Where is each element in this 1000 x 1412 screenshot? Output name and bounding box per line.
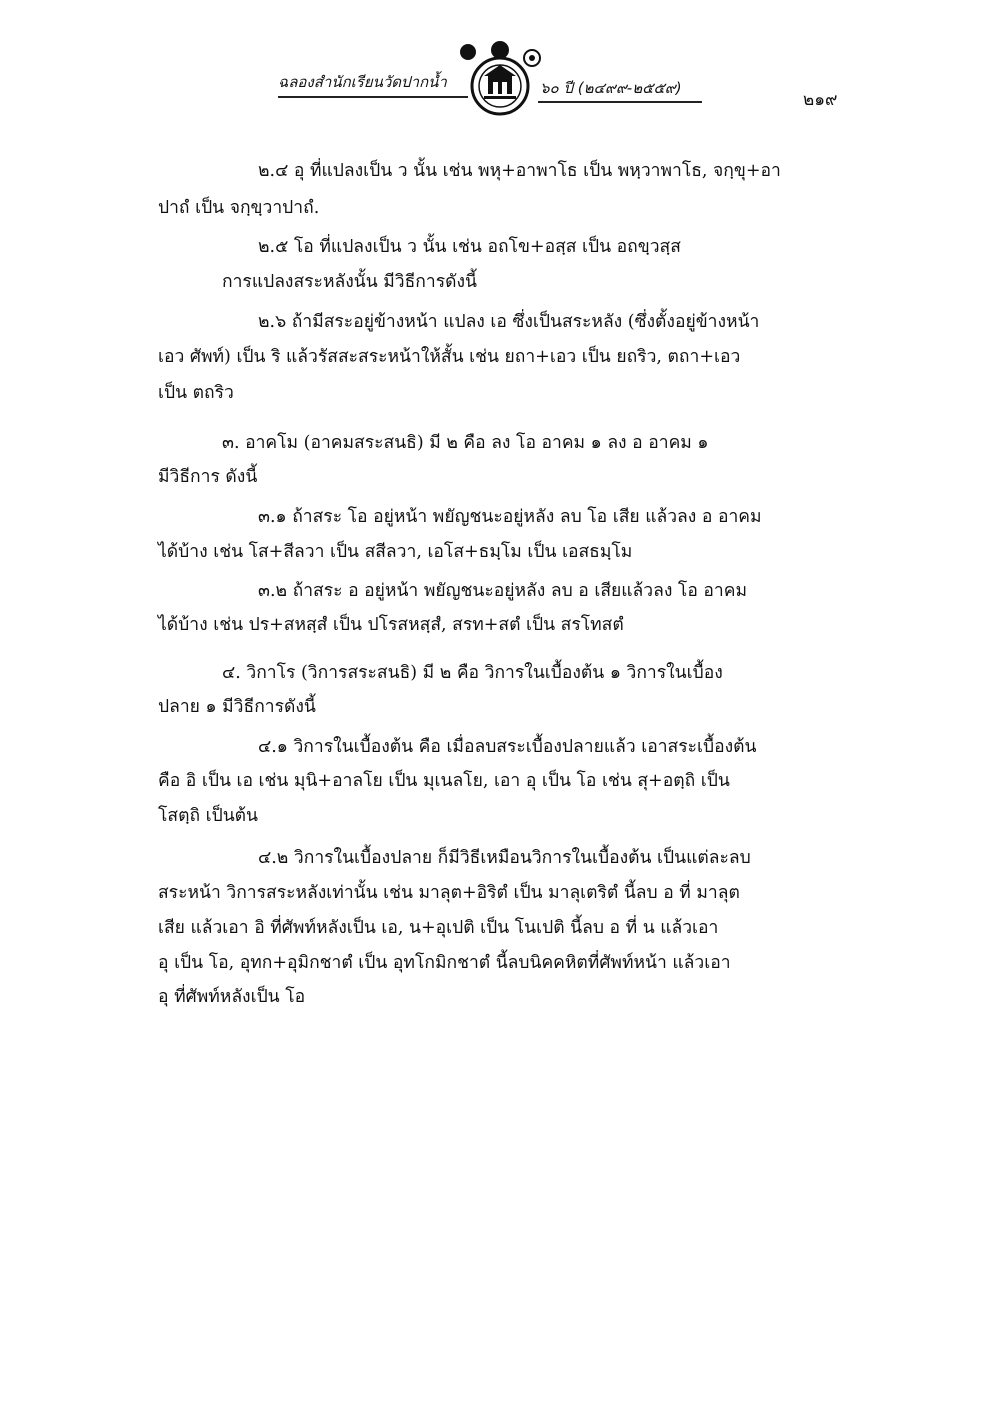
body-line: ๔.๑ วิการในเบื้องต้น คือ เมื่อลบสระเบื้องปลายแล้ว เอาสระเบื้องต้น — [258, 737, 757, 757]
body-line: ได้บ้าง เช่น โส+สีลวา เป็น สสีลวา, เอโส+ธมฺโม เป็น เอสธมฺโม — [158, 542, 633, 562]
body-line: อุ ที่ศัพท์หลังเป็น โอ — [158, 987, 306, 1007]
body-line: ได้บ้าง เช่น ปร+สหสฺสํ เป็น ปโรสหสฺสํ, สรท+สตํ เป็น สรโทสตํ — [158, 615, 624, 635]
section-heading: ๓. อาคโม (อาคมสระสนธิ) มี ๒ คือ ลง โอ อาคม ๑ ลง อ อาคม ๑ — [222, 433, 709, 453]
body-line: ๒.๖ ถ้ามีสระอยู่ข้างหน้า แปลง เอ ซึ่งเป็นสระหลัง (ซึ่งตั้งอยู่ข้างหน้า — [258, 312, 760, 332]
body-line: ๒.๔ อุ ที่แปลงเป็น ว นั้น เช่น พหุ+อาพาโธ เป็น พหฺวาพาโธ, จกฺขุ+อา — [258, 161, 781, 181]
body-line: การแปลงสระหลังนั้น มีวิธีการดังนี้ — [222, 272, 477, 292]
body-line: ปาถํ เป็น จกฺขฺวาปาถํ. — [158, 198, 320, 218]
body-line: ๓.๒ ถ้าสระ อ อยู่หน้า พยัญชนะอยู่หลัง ลบ อ เสียแล้วลง โอ อาคม — [258, 581, 747, 601]
body-line: เสีย แล้วเอา อิ ที่ศัพท์หลังเป็น เอ, น+อุเปติ เป็น โนเปติ นี้ลบ อ ที่ น แล้วเอา — [158, 918, 719, 938]
body-line: ๔.๒ วิการในเบื้องปลาย ก็มีวิธีเหมือนวิการในเบื้องต้น เป็นแต่ละลบ — [258, 848, 751, 868]
body-line: เป็น ตถริว — [158, 383, 234, 403]
body-line: มีวิธีการ ดังนี้ — [158, 467, 258, 487]
body-line: สระหน้า วิการสระหลังเท่านั้น เช่น มาลุต+อิริตํ เป็น มาลุเตริตํ นี้ลบ อ ที่ มาลุต — [158, 883, 740, 903]
body-line: โสตฺถิ เป็นต้น — [158, 806, 258, 826]
body-line: เอว ศัพท์) เป็น ริ แล้วรัสสะสระหน้าให้สั้น เช่น ยถา+เอว เป็น ยถริว, ตถา+เอว — [158, 347, 741, 367]
running-header-left: ฉลองสำนักเรียนวัดปากน้ำ — [278, 73, 447, 91]
header-underline-left — [278, 96, 468, 98]
body-line: คือ อิ เป็น เอ เช่น มุนิ+อาลโย เป็น มุเนลโย, เอา อุ เป็น โอ เช่น สุ+อตฺถิ เป็น — [158, 771, 730, 791]
page-number: ๒๑๙ — [803, 90, 838, 110]
running-header-right: ๖๐ ปี (๒๔๙๙-๒๕๕๙) — [540, 79, 682, 97]
body-line: ปลาย ๑ มีวิธีการดังนี้ — [158, 697, 316, 717]
header-underline-right — [538, 101, 702, 103]
body-line: อุ เป็น โอ, อุทก+อุมิกชาตํ เป็น อุทโกมิกชาตํ นี้ลบนิคคหิตที่ศัพท์หน้า แล้วเอา — [158, 953, 731, 973]
body-line: ๒.๕ โอ ที่แปลงเป็น ว นั้น เช่น อถโข+อสฺส เป็น อถขฺวสฺส — [258, 237, 681, 257]
section-heading: ๔. วิกาโร (วิการสระสนธิ) มี ๒ คือ วิการในเบื้องต้น ๑ วิการในเบื้อง — [222, 663, 723, 683]
body-line: ๓.๑ ถ้าสระ โอ อยู่หน้า พยัญชนะอยู่หลัง ลบ โอ เสีย แล้วลง อ อาคม — [258, 507, 762, 527]
temple-emblem-icon — [454, 38, 546, 120]
